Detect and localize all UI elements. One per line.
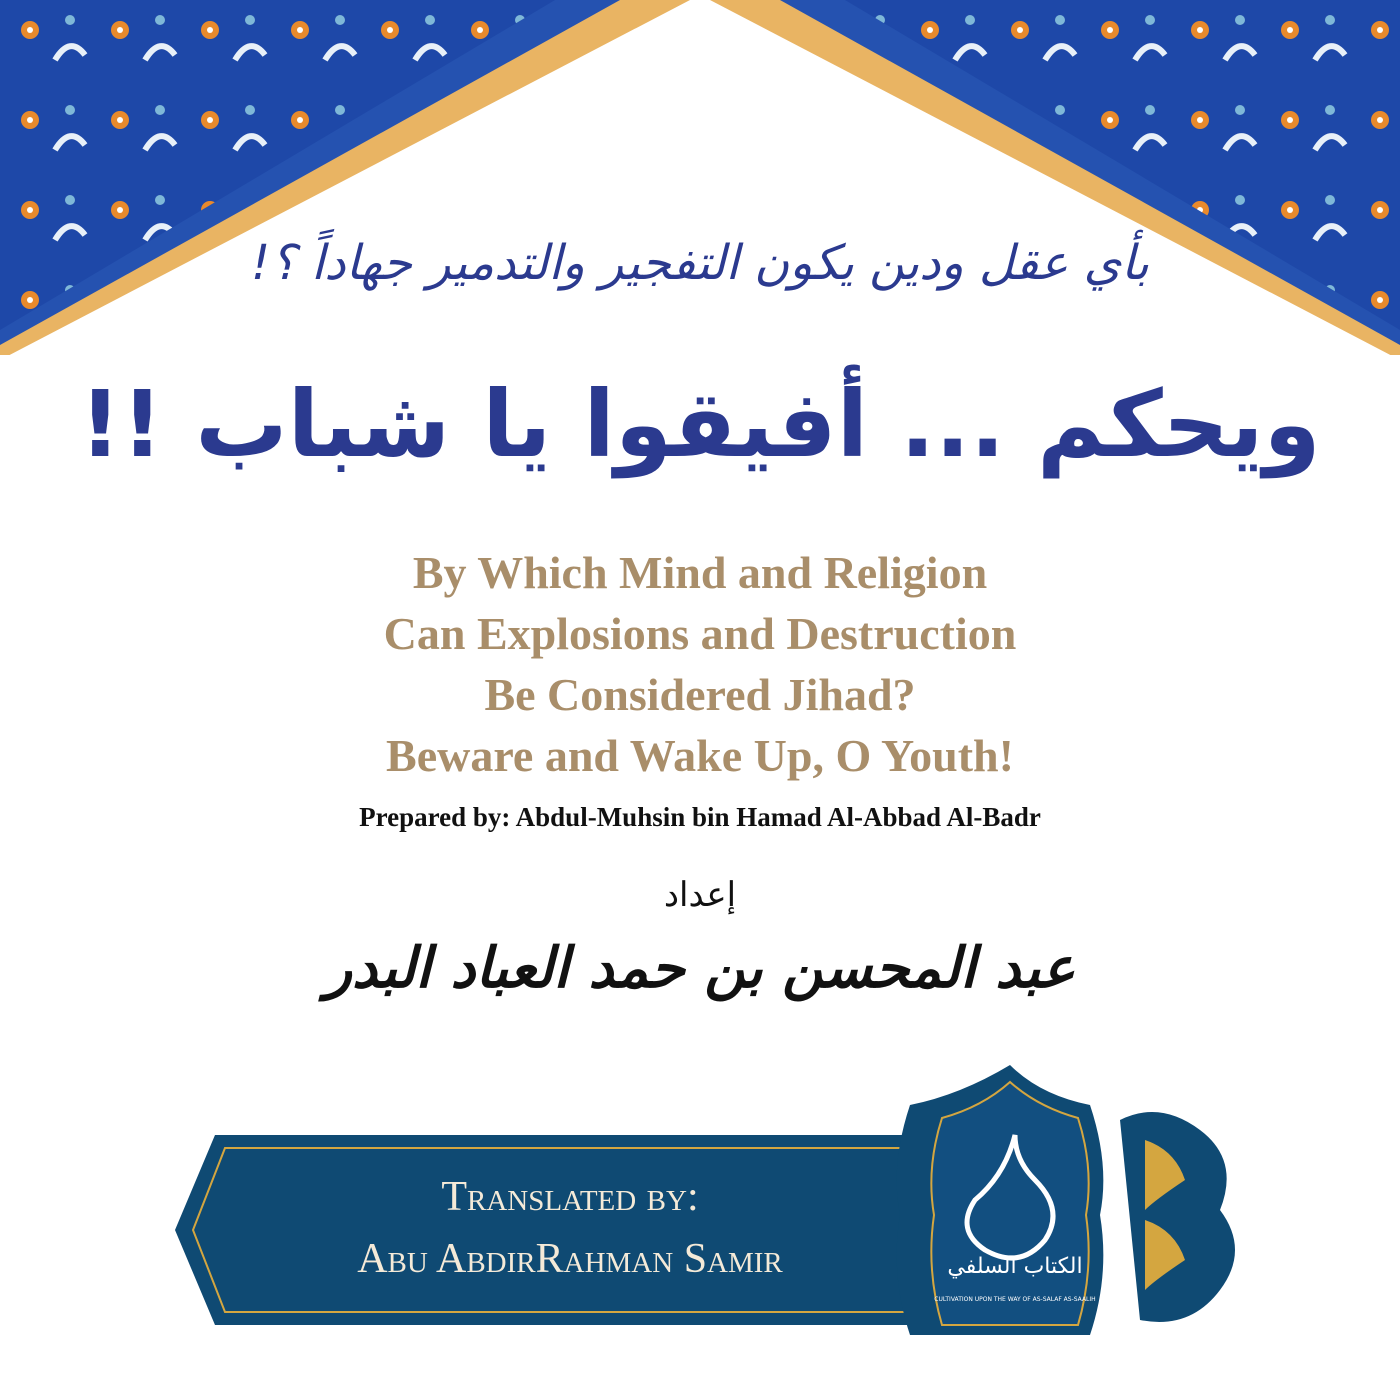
translator-banner <box>175 1130 935 1330</box>
publisher-logo-tagline: CULTIVATION UPON THE WAY OF AS-SALAF AS-SAALIH <box>934 1296 1096 1303</box>
english-title-line: Can Explosions and Destruction <box>383 608 1017 659</box>
english-title <box>0 542 1400 786</box>
arabic-author-signature: عبد المحسن بن حمد العباد البدر <box>324 935 1075 1001</box>
english-title-line: By Which Mind and Religion <box>412 547 988 598</box>
publisher-logo <box>880 1060 1260 1350</box>
decorative-tile-border <box>0 0 1400 360</box>
english-title-line: Beware and Wake Up, O Youth! <box>386 730 1014 781</box>
publisher-logo-arabic: الكتاب السلفي <box>947 1254 1083 1279</box>
author-name: Abdul-Muhsin bin Hamad Al-Abbad Al-Badr <box>515 802 1041 832</box>
prepared-by-label: Prepared by: <box>359 802 511 832</box>
arabic-title-line2: ويحكم ... أفيقوا يا شباب !! <box>79 371 1321 478</box>
english-title-line: Be Considered Jihad? <box>484 669 916 720</box>
arabic-title-line1: بأي عقل ودين يكون التفجير والتدمير جهاداً ؟! <box>250 235 1150 291</box>
arabic-author-label: إعداد <box>663 875 737 915</box>
prepared-by <box>0 802 1400 833</box>
translated-by-label: Translated by: <box>441 1174 699 1220</box>
translator-name: Abu AbdirRahman Samir <box>357 1236 783 1282</box>
